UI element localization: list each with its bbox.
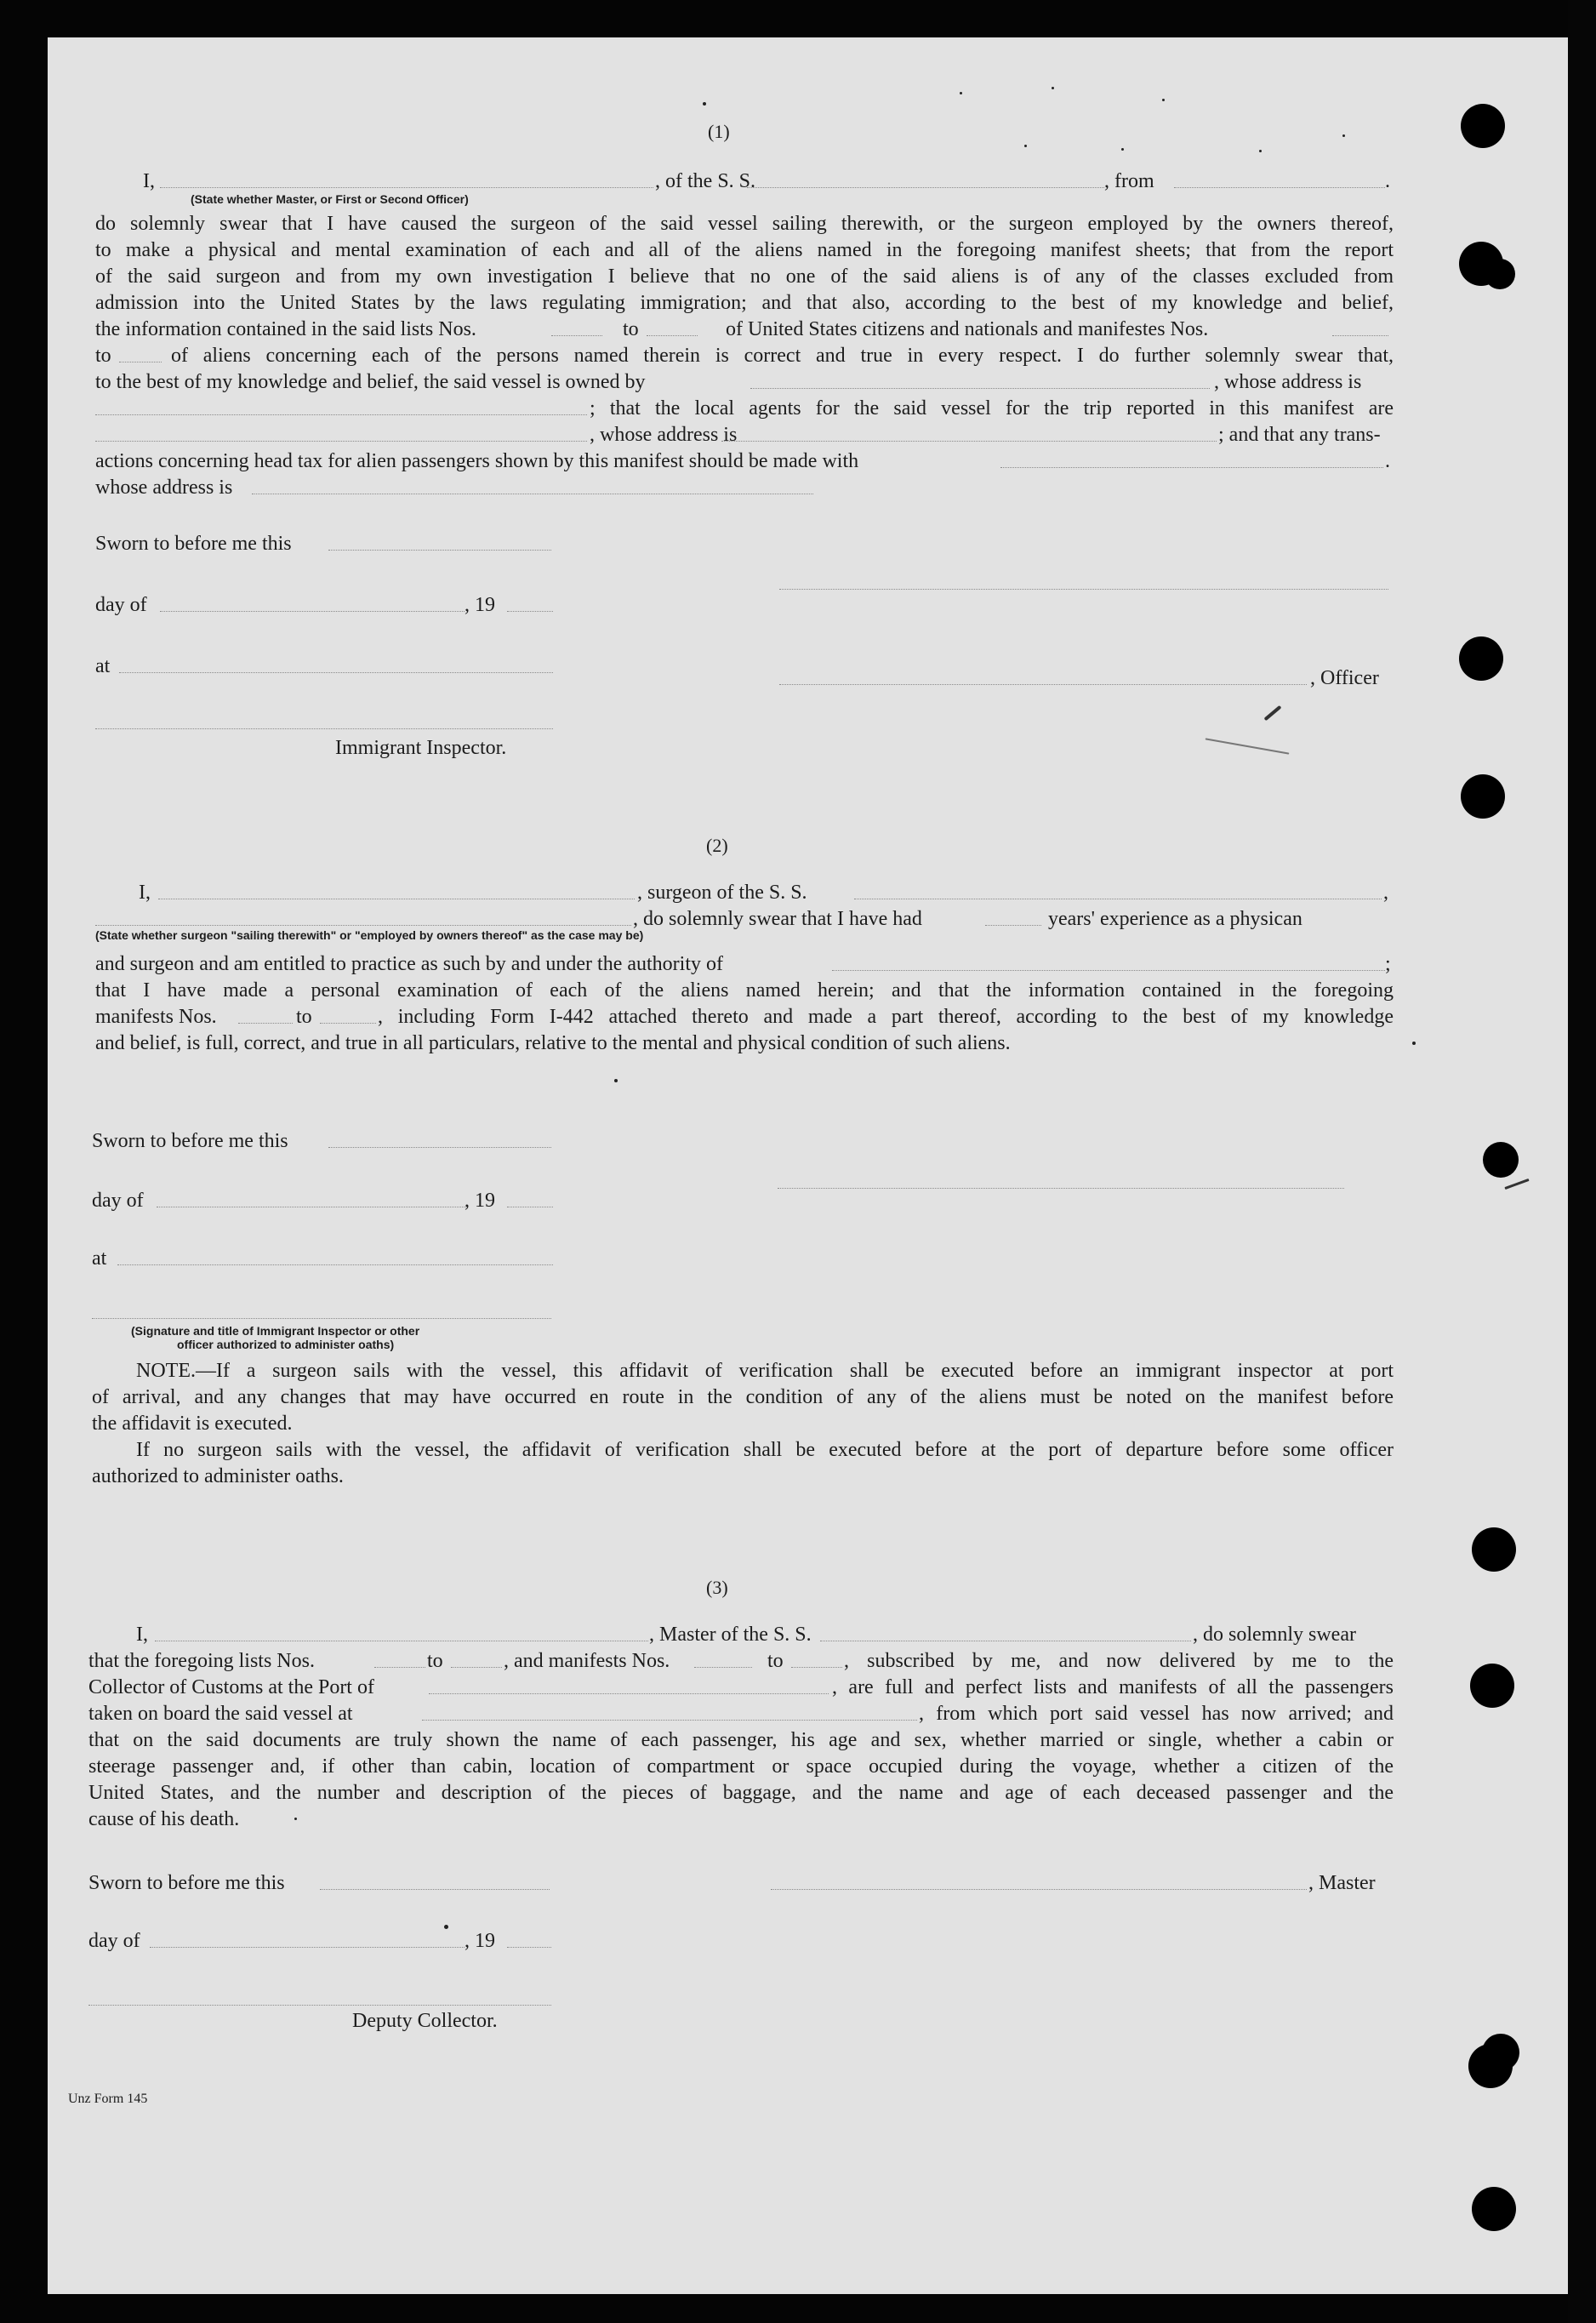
s2-signature-note-1: (Signature and title of Immigrant Inspector or other (131, 1324, 420, 1338)
s2-exam-line: that I have made a personal examination of each of the aliens named herein; and that the information contained in the foregoing (95, 979, 1394, 1002)
s3-day-field[interactable] (150, 1947, 465, 1948)
s1-of-ss-label: , of the S. S. (655, 170, 756, 192)
s1-line-3: of the said surgeon and from my own investigation I believe that no one of the said aliens is of any of the classes excluded from (95, 265, 1394, 288)
form-sheet: (1) I, , of the S. S. , from . (State whether Master, or First or Second Officer) do solemnly swear that I have caused the surgeon of the said vessel sailing therewith, or the surgeon employed by the owners thereof, to make a physical and mental examination of each and all of the aliens named in the foregoing manifest sheets; that from the report of the said surgeon and from my own investigation I believe that no one of the said aliens is of any of the classes excluded from admission into the United States by the laws regulating immigration; and that also, according to the best of my knowledge and belief, the information contained in the said lists Nos. to of United States citizens and nationals and manifestes Nos. to of aliens concerning each of the persons named therein is correct and true in every respect. I do further solemnly swear that, to the best of my knowledge and belief, the said vessel is owned by , whose address is ; that the local agents for the said vessel for the trip reported in this manifest are , whose address is ; and that any trans- actions concerning head tax for alien passengers shown by this manifest should be made with . whose address is Sworn to before me this day of , 19 at , Officer Immigrant Inspector. (2) I, , surgeon of the S. S. , , do solemnly swear that I have had years' experience as a physican (State whether surgeon "sailing therewith" or "employed by owners thereof" as the case may be) and surgeon and am entitled to practice as such by and under the authority of ; that I have made a personal examination of each of the aliens named herein; and that the information contained in the foregoing manifests Nos. to , including Form I-442 attached thereto and made a part thereof, according to the best of my knowledge and belief, is full, correct, and true in all particulars, relative to the mental and physical condition of such aliens. Sworn to before me this day of , 19 at (Signature and title of Immigrant Inspector or other officer authorized to administer oaths) NOTE.—If a surgeon sails with the vessel, this affidavit of verification shall be executed before an immigrant inspector at port of arrival, and any changes that may have occurred en route in the condition of any of the aliens must be noted on the manifest before the affidavit is executed. If no surgeon sails with the vessel, the affidavit of verification shall be executed before at the port of departure before some officer authorized to administer oaths. (3) I, , Master of the S. S. , do solemnly swear that the foregoing lists Nos. to , and manifests Nos. to , subscribed by me, and now delivered by me to the Collector of Customs at the Port of , are full and perfect lists and manifests of all the passengers taken on board the said vessel at , from which port said vessel has now arrived; and that on the said documents are truly shown the name of each passenger, his age and sex, whether married or single, whether a cabin or steerage passenger and, if other than cabin, location of compartment or space occupied during the voyage, whether a citizen of the United States, and the number and description of the pieces of baggage, and the name and age of each deceased passenger and the cause of his death. Sworn to before me this , Master day of , 19 Deputy Collector. Unz Form 145 (48, 37, 1568, 2294)
punch-hole (1472, 2187, 1516, 2231)
s1-to-label-2: to (95, 345, 111, 367)
s1-to-label: to (623, 318, 639, 340)
s1-owner-address-label: , whose address is (1214, 371, 1362, 393)
s1-agent-address-field[interactable] (721, 441, 1217, 442)
s1-manifests-field[interactable] (1332, 335, 1388, 336)
s2-years-field[interactable] (985, 925, 1041, 926)
s3-to-label-2: to (767, 1650, 784, 1672)
s1-officer-label: , Officer (1310, 667, 1379, 689)
s1-vessel-field[interactable] (747, 187, 1104, 188)
pen-stroke (1504, 1179, 1529, 1190)
s1-line-7: to the best of my knowledge and belief, the said vessel is owned by (95, 371, 646, 393)
punch-hole (1461, 774, 1505, 819)
s3-line-2: steerage passenger and, if other than cabin, location of compartment or space occupied during the voyage, whether a citizen of the (88, 1755, 1394, 1778)
speck (960, 92, 962, 94)
s3-taken-at-field[interactable] (422, 1720, 917, 1721)
s1-at: at (95, 655, 111, 677)
section-3-number: (3) (706, 1577, 728, 1598)
s2-at: at (92, 1247, 107, 1270)
s2-sworn-field[interactable] (328, 1147, 551, 1148)
s1-day-of: day of (95, 594, 147, 616)
speck (1024, 145, 1027, 147)
s3-port-field[interactable] (429, 1693, 829, 1694)
s2-surgeon-note: (State whether surgeon "sailing therewith" or "employed by owners thereof" as the case may be) (95, 928, 644, 942)
s1-inspector-label: Immigrant Inspector. (335, 737, 507, 759)
s2-signature-note-2: officer authorized to administer oaths) (177, 1338, 395, 1351)
s1-line-10: actions concerning head tax for alien passengers shown by this manifest should be made with (95, 450, 859, 472)
s3-deputy-collector-label: Deputy Collector. (352, 2010, 498, 2032)
s2-including-line: , including Form I-442 attached thereto and made a part thereof, according to the best of my knowledge (378, 1006, 1394, 1028)
s2-signature-line[interactable] (778, 1188, 1344, 1189)
s3-line-1: that on the said documents are truly shown the name of each passenger, his age and sex, whether married or single, whether a cabin or (88, 1729, 1394, 1751)
s1-year-field[interactable] (507, 611, 553, 612)
s2-surgeon-of-label: , surgeon of the S. S. (637, 882, 807, 904)
pen-mark (1264, 705, 1282, 721)
s3-master-of-label: , Master of the S. S. (649, 1624, 812, 1646)
s3-manifests-from-field[interactable] (694, 1667, 752, 1668)
s1-owner-field[interactable] (750, 388, 1210, 389)
speck (444, 1925, 448, 1929)
s3-year-field[interactable] (507, 1947, 551, 1948)
s1-sworn: Sworn to before me this (95, 533, 292, 555)
speck (703, 102, 706, 106)
s3-taken-label: taken on board the said vessel at (88, 1703, 353, 1725)
speck (1342, 134, 1345, 137)
s3-lists-label: that the foregoing lists Nos. (88, 1650, 315, 1672)
s3-lists-from-field[interactable] (374, 1667, 425, 1668)
s3-collector-sig-field[interactable] (88, 2005, 551, 2006)
s2-note2-line-2: authorized to administer oaths. (92, 1465, 344, 1487)
s1-line-6: of aliens concerning each of the persons named therein is correct and true in every respect. I do further solemnly swear that, (171, 345, 1394, 367)
s1-line-5: the information contained in the said lists Nos. (95, 318, 476, 340)
s2-year-label: , 19 (465, 1190, 495, 1212)
punch-hole (1468, 2044, 1513, 2088)
s2-signature-field[interactable] (92, 1318, 551, 1319)
s3-sworn-field[interactable] (320, 1889, 550, 1890)
s3-day-of: day of (88, 1930, 140, 1952)
s3-sworn: Sworn to before me this (88, 1872, 285, 1894)
s2-authority-field[interactable] (832, 970, 1385, 971)
s1-officer-field[interactable] (779, 684, 1307, 685)
s1-line-11: whose address is (95, 477, 233, 499)
s1-officer-name-field[interactable] (160, 187, 653, 188)
s2-at-field[interactable] (117, 1264, 553, 1265)
s2-note-line-3: the affidavit is executed. (92, 1413, 293, 1435)
section-1-number: (1) (708, 121, 730, 142)
s1-from-label: , from (1104, 170, 1154, 192)
s1-sworn-field[interactable] (328, 550, 551, 551)
speck (1259, 150, 1262, 152)
s2-manifests-to-field[interactable] (320, 1023, 376, 1024)
punch-hole (1461, 104, 1505, 148)
s3-line-3: United States, and the number and description of the pieces of baggage, and the name and age of each deceased passenger and the (88, 1782, 1394, 1804)
s2-i-label: I, (139, 882, 151, 904)
speck (1162, 99, 1165, 101)
punch-hole (1459, 636, 1503, 681)
s3-to-label-1: to (427, 1650, 443, 1672)
s3-year-label: , 19 (465, 1930, 495, 1952)
s1-inspector-line[interactable] (95, 728, 553, 729)
s3-manifests-label: , and manifests Nos. (504, 1650, 670, 1672)
s1-officer-note: (State whether Master, or First or Second Officer) (191, 192, 469, 206)
punch-hole (1470, 1664, 1514, 1708)
s1-from-field[interactable] (1174, 187, 1385, 188)
s1-lists-to-field[interactable] (647, 335, 698, 336)
s2-day-of: day of (92, 1190, 144, 1212)
s3-collector-label: Collector of Customs at the Port of (88, 1676, 374, 1698)
s3-manifests-to-field[interactable] (791, 1667, 842, 1668)
s3-subscribed-label: , subscribed by me, and now delivered by me to the (844, 1650, 1394, 1672)
s1-line-1: do solemnly swear that I have caused the surgeon of the said vessel sailing therewith, or the surgeon employed by the owners thereof, (95, 213, 1394, 235)
s1-line-9-end: ; and that any trans- (1218, 424, 1381, 446)
s1-line-5-end: of United States citizens and nationals and manifestes Nos. (726, 318, 1209, 340)
s3-master-label: , Master (1308, 1872, 1376, 1894)
s2-years-label: years' experience as a physican (1048, 908, 1302, 930)
s2-note2-line-1: If no surgeon sails with the vessel, the affidavit of verification shall be executed before at the port of departure before some officer (136, 1439, 1394, 1461)
speck (1052, 87, 1054, 89)
pen-stroke (1206, 738, 1290, 754)
s2-manifests-from-field[interactable] (238, 1023, 293, 1024)
s1-line-2: to make a physical and mental examination of each and all of the aliens named in the foregoing manifest sheets; that from the report (95, 239, 1394, 261)
s3-swear-label: , do solemnly swear (1193, 1624, 1356, 1646)
form-number: Unz Form 145 (68, 2092, 148, 2106)
punch-hole (1472, 1527, 1516, 1572)
s1-line-4: admission into the United States by the laws regulating immigration; and that also, according to the best of my knowledge and belief, (95, 292, 1394, 314)
punch-hole (1483, 1142, 1519, 1178)
s1-agents-field[interactable] (95, 441, 587, 442)
s3-master-sig-field[interactable] (771, 1889, 1307, 1890)
s2-sailing-field[interactable] (95, 925, 631, 926)
s3-are-full-label: , are full and perfect lists and manifests of all the passengers (832, 1676, 1394, 1698)
s2-authority-line: and surgeon and am entitled to practice as such by and under the authority of (95, 953, 723, 975)
s2-sworn: Sworn to before me this (92, 1130, 288, 1152)
speck (294, 1818, 297, 1820)
s1-i-label: I, (143, 170, 155, 192)
s1-agent-address-label: , whose address is (590, 424, 738, 446)
section-2-number: (2) (706, 835, 728, 856)
s1-day-field[interactable] (160, 611, 465, 612)
s1-head-tax-field[interactable] (1000, 467, 1383, 468)
speck (1412, 1042, 1416, 1045)
s1-owner-address-field[interactable] (95, 414, 587, 415)
speck (1121, 148, 1124, 151)
s1-line-8: ; that the local agents for the said vessel for the trip reported in this manifest are (590, 397, 1394, 420)
s1-at-field[interactable] (119, 672, 553, 673)
s2-last-line: and belief, is full, correct, and true in all particulars, relative to the mental and physical condition of such aliens. (95, 1032, 1011, 1054)
s2-to-label: to (296, 1006, 312, 1028)
s3-from-which-label: , from which port said vessel has now arrived; and (919, 1703, 1394, 1725)
s3-line-4: cause of his death. (88, 1808, 240, 1830)
s1-year-label: , 19 (465, 594, 495, 616)
s1-lists-from-field[interactable] (551, 335, 602, 336)
punch-hole (1485, 259, 1515, 289)
s2-manifests-label: manifests Nos. (95, 1006, 217, 1028)
scan-margin (1568, 0, 1596, 2323)
s2-note-line-2: of arrival, and any changes that may have occurred en route in the condition of any of the aliens must be noted on the manifest before (92, 1386, 1394, 1408)
speck (614, 1079, 618, 1082)
s3-i-label: I, (136, 1624, 148, 1646)
s1-signature-line[interactable] (779, 589, 1388, 590)
s2-note-line-1: NOTE.—If a surgeon sails with the vessel, this affidavit of verification shall be executed before an immigrant inspector at port (136, 1360, 1394, 1382)
s2-swear-label: , do solemnly swear that I have had (633, 908, 922, 930)
s3-lists-to-field[interactable] (451, 1667, 502, 1668)
